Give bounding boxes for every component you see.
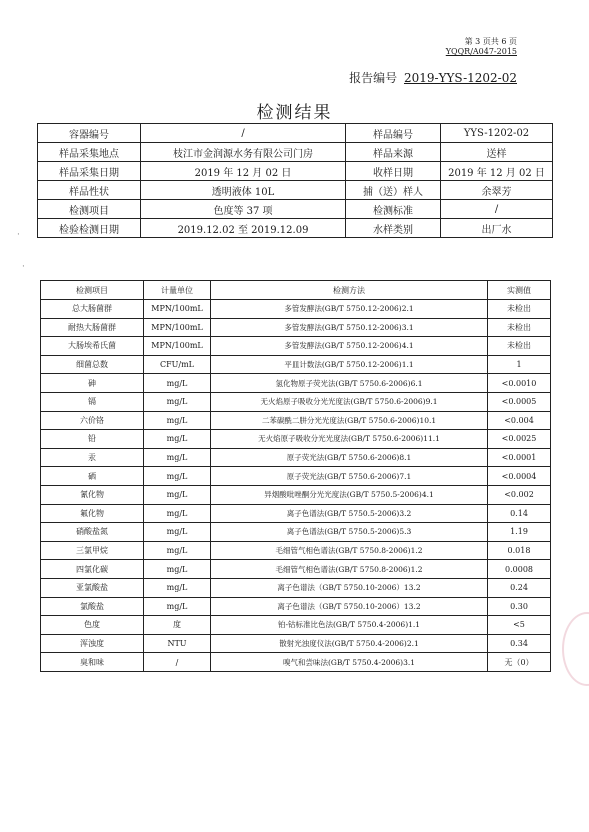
result-value-cell: <0.002 bbox=[488, 485, 551, 504]
result-unit-cell: mg/L bbox=[144, 467, 211, 486]
info-label-cell: 捕（送）样人 bbox=[346, 181, 441, 200]
info-label-cell: 样品采集日期 bbox=[38, 162, 141, 181]
info-value-cell: 出厂水 bbox=[441, 219, 553, 238]
result-item-cell: 硒 bbox=[41, 467, 144, 486]
table-row bbox=[41, 337, 551, 356]
header-item: 检测项目 bbox=[41, 281, 144, 300]
table-row bbox=[41, 448, 551, 467]
info-row bbox=[38, 219, 553, 238]
result-item-cell: 镉 bbox=[41, 392, 144, 411]
result-unit-cell: mg/L bbox=[144, 411, 211, 430]
margin-mark: · bbox=[22, 262, 25, 272]
result-value-cell: <5 bbox=[488, 616, 551, 635]
table-row bbox=[41, 523, 551, 542]
info-value-cell: 枝江市金润源水务有限公司门房 bbox=[141, 143, 346, 162]
result-value-cell: 1.19 bbox=[488, 523, 551, 542]
table-row bbox=[41, 616, 551, 635]
result-value-cell: <0.004 bbox=[488, 411, 551, 430]
info-value-cell: 余翠芳 bbox=[441, 181, 553, 200]
result-value-cell: <0.0001 bbox=[488, 448, 551, 467]
result-unit-cell: mg/L bbox=[144, 504, 211, 523]
result-unit-cell: mg/L bbox=[144, 597, 211, 616]
result-method-cell: 离子色谱法（GB/T 5750.10-2006）13.2 bbox=[211, 578, 488, 597]
info-value-cell: 送样 bbox=[441, 143, 553, 162]
result-unit-cell: mg/L bbox=[144, 523, 211, 542]
result-unit-cell: MPN/100mL bbox=[144, 318, 211, 337]
result-unit-cell: mg/L bbox=[144, 485, 211, 504]
result-method-cell: 原子荧光法(GB/T 5750.6-2006)7.1 bbox=[211, 467, 488, 486]
result-unit-cell: mg/L bbox=[144, 392, 211, 411]
result-method-cell: 异烟酸吡唑酮分光光度法(GB/T 5750.5-2006)4.1 bbox=[211, 485, 488, 504]
result-value-cell: 未检出 bbox=[488, 318, 551, 337]
table-row bbox=[41, 504, 551, 523]
result-value-cell: 0.14 bbox=[488, 504, 551, 523]
document-code: YQQR/A047-2015 bbox=[445, 47, 517, 56]
info-label-cell: 容器编号 bbox=[38, 124, 141, 143]
result-unit-cell: CFU/mL bbox=[144, 355, 211, 374]
result-unit-cell: NTU bbox=[144, 634, 211, 653]
result-value-cell: 0.24 bbox=[488, 578, 551, 597]
result-unit-cell: mg/L bbox=[144, 448, 211, 467]
header-unit: 计量单位 bbox=[144, 281, 211, 300]
result-value-cell: 未检出 bbox=[488, 300, 551, 319]
table-row bbox=[41, 560, 551, 579]
info-row bbox=[38, 162, 553, 181]
result-method-cell: 多管发酵法(GB/T 5750.12-2006)3.1 bbox=[211, 318, 488, 337]
result-value-cell: <0.0025 bbox=[488, 430, 551, 449]
result-value-cell: 0.34 bbox=[488, 634, 551, 653]
info-label-cell: 收样日期 bbox=[346, 162, 441, 181]
result-method-cell: 铂-钴标准比色法(GB/T 5750.4-2006)1.1 bbox=[211, 616, 488, 635]
table-row bbox=[41, 467, 551, 486]
result-method-cell: 散射光浊度仪法(GB/T 5750.4-2006)2.1 bbox=[211, 634, 488, 653]
result-item-cell: 六价铬 bbox=[41, 411, 144, 430]
result-method-cell: 离子色谱法（GB/T 5750.10-2006）13.2 bbox=[211, 597, 488, 616]
result-unit-cell: mg/L bbox=[144, 374, 211, 393]
table-row bbox=[41, 355, 551, 374]
result-unit-cell: mg/L bbox=[144, 430, 211, 449]
info-value-cell: 透明液体 10L bbox=[141, 181, 346, 200]
page-header bbox=[446, 37, 517, 57]
info-label-cell: 样品来源 bbox=[346, 143, 441, 162]
result-item-cell: 总大肠菌群 bbox=[41, 300, 144, 319]
seal-stamp bbox=[562, 612, 589, 686]
results-header-row bbox=[41, 281, 551, 300]
report-number-label: 报告编号 bbox=[349, 71, 398, 85]
result-item-cell: 铅 bbox=[41, 430, 144, 449]
result-item-cell: 细菌总数 bbox=[41, 355, 144, 374]
result-unit-cell: mg/L bbox=[144, 578, 211, 597]
result-method-cell: 离子色谱法(GB/T 5750.5-2006)5.3 bbox=[211, 523, 488, 542]
result-value-cell: 0.018 bbox=[488, 541, 551, 560]
results-table bbox=[40, 280, 551, 672]
result-item-cell: 耐热大肠菌群 bbox=[41, 318, 144, 337]
info-label-cell: 样品性状 bbox=[38, 181, 141, 200]
header-method: 检测方法 bbox=[211, 281, 488, 300]
result-item-cell: 砷 bbox=[41, 374, 144, 393]
result-method-cell: 平皿计数法(GB/T 5750.12-2006)1.1 bbox=[211, 355, 488, 374]
info-value-cell: 2019 年 12 月 02 日 bbox=[441, 162, 553, 181]
result-method-cell: 多管发酵法(GB/T 5750.12-2006)2.1 bbox=[211, 300, 488, 319]
table-row bbox=[41, 374, 551, 393]
table-row bbox=[41, 300, 551, 319]
result-value-cell: 0.30 bbox=[488, 597, 551, 616]
info-row bbox=[38, 181, 553, 200]
result-method-cell: 嗅气和尝味法(GB/T 5750.4-2006)3.1 bbox=[211, 653, 488, 672]
info-label-cell: 检验检测日期 bbox=[38, 219, 141, 238]
report-number-line bbox=[349, 69, 517, 86]
result-unit-cell: 度 bbox=[144, 616, 211, 635]
result-value-cell: 0.0008 bbox=[488, 560, 551, 579]
result-item-cell: 大肠埃希氏菌 bbox=[41, 337, 144, 356]
result-method-cell: 离子色谱法(GB/T 5750.5-2006)3.2 bbox=[211, 504, 488, 523]
result-item-cell: 浑浊度 bbox=[41, 634, 144, 653]
info-value-cell: 2019.12.02 至 2019.12.09 bbox=[141, 219, 346, 238]
result-unit-cell: MPN/100mL bbox=[144, 337, 211, 356]
result-method-cell: 原子荧光法(GB/T 5750.6-2006)8.1 bbox=[211, 448, 488, 467]
result-unit-cell: MPN/100mL bbox=[144, 300, 211, 319]
result-item-cell: 亚氯酸盐 bbox=[41, 578, 144, 597]
info-value-cell: / bbox=[441, 200, 553, 219]
info-row bbox=[38, 124, 553, 143]
result-value-cell: 1 bbox=[488, 355, 551, 374]
table-row bbox=[41, 634, 551, 653]
result-method-cell: 二苯碳酰二肼分光光度法(GB/T 5750.6-2006)10.1 bbox=[211, 411, 488, 430]
info-row bbox=[38, 143, 553, 162]
table-row bbox=[41, 485, 551, 504]
result-item-cell: 氯酸盐 bbox=[41, 597, 144, 616]
result-item-cell: 色度 bbox=[41, 616, 144, 635]
info-value-cell: YYS-1202-02 bbox=[441, 124, 553, 143]
result-item-cell: 三氯甲烷 bbox=[41, 541, 144, 560]
table-row bbox=[41, 411, 551, 430]
result-value-cell: 未检出 bbox=[488, 337, 551, 356]
margin-mark: · bbox=[17, 230, 20, 240]
result-method-cell: 多管发酵法(GB/T 5750.12-2006)4.1 bbox=[211, 337, 488, 356]
result-item-cell: 氟化物 bbox=[41, 504, 144, 523]
table-row bbox=[41, 597, 551, 616]
info-value-cell: 色度等 37 项 bbox=[141, 200, 346, 219]
page-info: 第 3 页共 6 页 bbox=[464, 37, 517, 46]
info-label-cell: 样品采集地点 bbox=[38, 143, 141, 162]
result-method-cell: 毛细管气相色谱法(GB/T 5750.8-2006)1.2 bbox=[211, 560, 488, 579]
info-row bbox=[38, 200, 553, 219]
table-row bbox=[41, 318, 551, 337]
page-title: 检测结果 bbox=[256, 103, 333, 123]
info-label-cell: 样品编号 bbox=[346, 124, 441, 143]
table-row bbox=[41, 653, 551, 672]
result-item-cell: 氰化物 bbox=[41, 485, 144, 504]
result-item-cell: 汞 bbox=[41, 448, 144, 467]
table-row bbox=[41, 430, 551, 449]
info-value-cell: 2019 年 12 月 02 日 bbox=[141, 162, 346, 181]
result-unit-cell: mg/L bbox=[144, 560, 211, 579]
result-item-cell: 臭和味 bbox=[41, 653, 144, 672]
result-unit-cell: / bbox=[144, 653, 211, 672]
table-row bbox=[41, 578, 551, 597]
result-method-cell: 无火焰原子吸收分光光度法(GB/T 5750.6-2006)9.1 bbox=[211, 392, 488, 411]
table-row bbox=[41, 392, 551, 411]
report-number: 2019-YYS-1202-02 bbox=[403, 71, 517, 85]
result-method-cell: 氢化物原子荧光法(GB/T 5750.6-2006)6.1 bbox=[211, 374, 488, 393]
result-unit-cell: mg/L bbox=[144, 541, 211, 560]
result-item-cell: 硝酸盐氮 bbox=[41, 523, 144, 542]
sample-info-table bbox=[37, 123, 553, 238]
result-method-cell: 无火焰原子吸收分光光度法(GB/T 5750.6-2006)11.1 bbox=[211, 430, 488, 449]
result-value-cell: 无（0） bbox=[488, 653, 551, 672]
result-item-cell: 四氯化碳 bbox=[41, 560, 144, 579]
result-value-cell: <0.0010 bbox=[488, 374, 551, 393]
info-label-cell: 检测项目 bbox=[38, 200, 141, 219]
result-method-cell: 毛细管气相色谱法(GB/T 5750.8-2006)1.2 bbox=[211, 541, 488, 560]
header-value: 实测值 bbox=[488, 281, 551, 300]
info-label-cell: 检测标准 bbox=[346, 200, 441, 219]
info-value-cell: / bbox=[141, 124, 346, 143]
table-row bbox=[41, 541, 551, 560]
info-label-cell: 水样类别 bbox=[346, 219, 441, 238]
result-value-cell: <0.0004 bbox=[488, 467, 551, 486]
result-value-cell: <0.0005 bbox=[488, 392, 551, 411]
